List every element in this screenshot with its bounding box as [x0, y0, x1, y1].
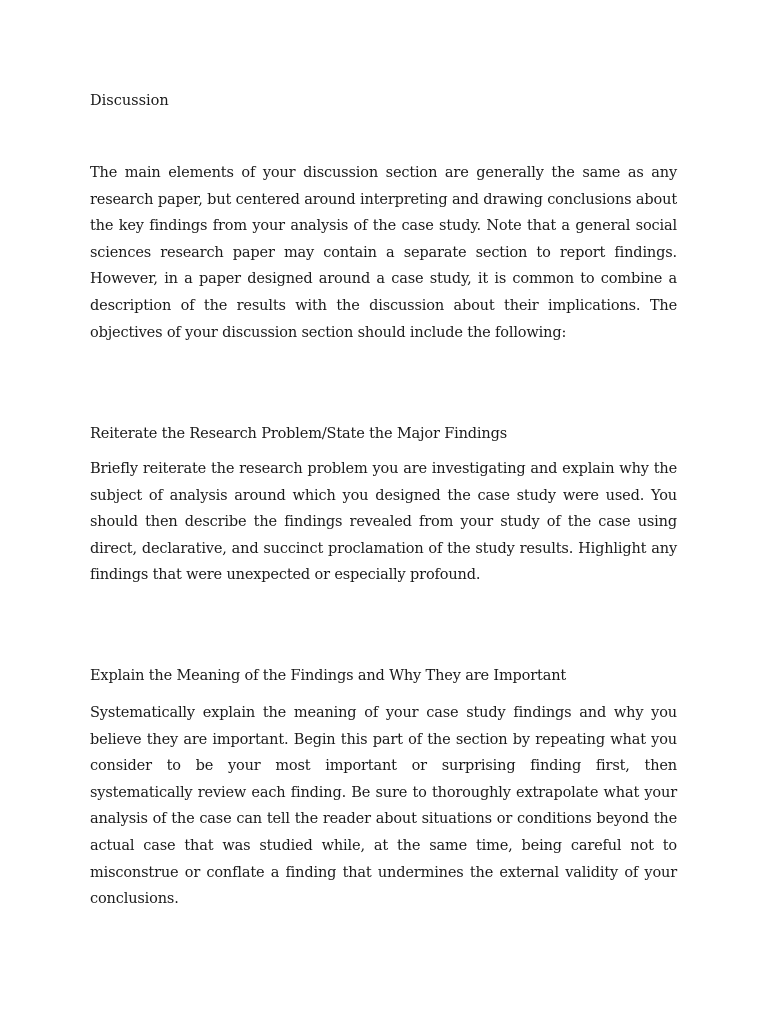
page-title: Discussion	[90, 93, 169, 109]
section-body-research-problem: Briefly reiterate the research problem you are investigating and explain why the subject of analysis around which you designed the case study were used. You should then describe the findings revealed from your study of the case using direct, declarative, and succinct proclamation of the study results. Highlight any findings that were unexpected or especially profound.	[90, 461, 677, 584]
section-heading-meaning-of-findings: Explain the Meaning of the Findings and Why They are Important	[90, 668, 567, 684]
intro-paragraph: The main elements of your discussion section are generally the same as any research paper, but centered around interpreting and drawing conclusions about the key findings from your analysis of the case study. Note that a general social sciences research paper may contain a separate section to report findings. However, in a paper designed around a case study, it is common to combine a description of the results with the discussion about their implications. The objectives of your discussion section should include the following:	[90, 165, 677, 341]
section-heading-research-problem: Reiterate the Research Problem/State the Major Findings	[90, 426, 508, 442]
section-body-meaning-of-findings: Systematically explain the meaning of your case study findings and why you believe they are important. Begin this part of the section by repeating what you consider to be your most important or surprising finding first, then systematically review each finding. Be sure to thoroughly extrapolate what your analysis of the case can tell the reader about situations or conditions beyond the actual case that was studied while, at the same time, being careful not to misconstrue or conflate a finding that undermines the external validity of your conclusions.	[90, 705, 677, 908]
